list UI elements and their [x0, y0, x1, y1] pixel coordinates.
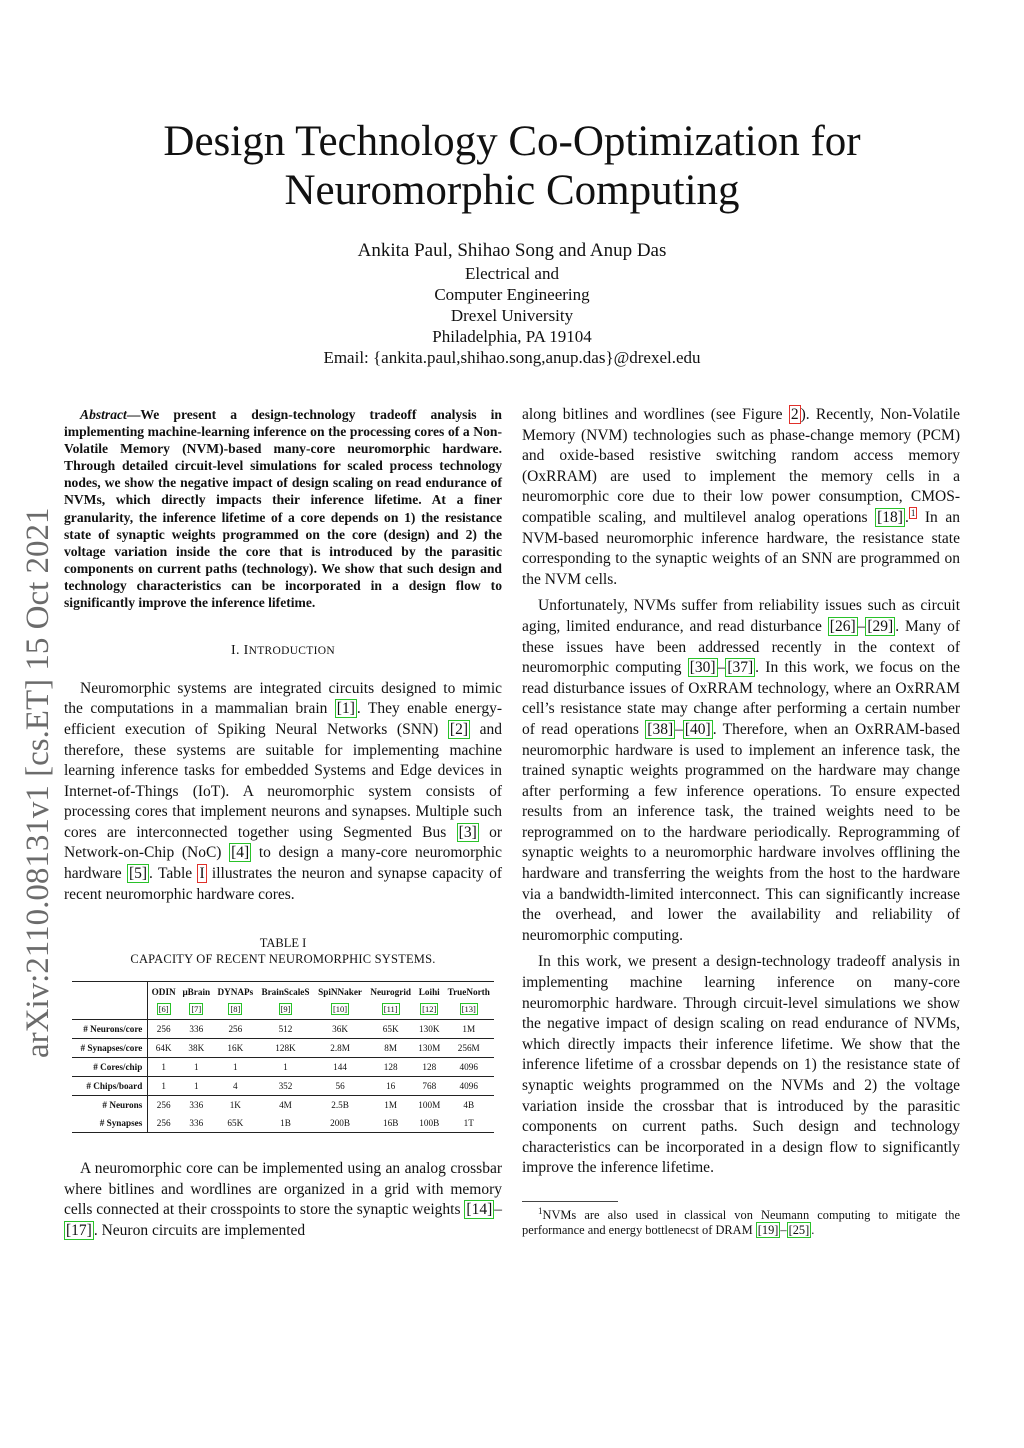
- table-row: [72, 1077, 494, 1096]
- text-run: Neuromorphic systems are integrated circuits designed to mimic the computations in a mammalian brain: [64, 679, 502, 718]
- abstract-lead: Abstract: [80, 407, 127, 422]
- citation-link[interactable]: [18]: [877, 508, 903, 526]
- citation-link[interactable]: [25]: [788, 1223, 810, 1238]
- table-cell: 128: [415, 1058, 443, 1077]
- table-cell: 16: [366, 1077, 415, 1096]
- table-header-row: [72, 982, 494, 1000]
- column-ref: [257, 999, 314, 1020]
- table-cell: 16B: [366, 1114, 415, 1133]
- text-run: . They enable energy-efficient execution of Spiking Neural Networks (SNN): [64, 700, 502, 738]
- table-cell: 1: [179, 1077, 214, 1096]
- table-title-rest: APACITY OF RECENT NEUROMORPHIC SYSTEMS.: [138, 952, 436, 967]
- footnote-marker-link[interactable]: 1: [910, 507, 916, 518]
- citation-link[interactable]: [12]: [422, 1004, 437, 1015]
- table-row: [72, 1020, 494, 1039]
- table-caption: [64, 935, 502, 967]
- table-cell: 256M: [443, 1039, 494, 1058]
- text-run: . Many of these issues have been addressed recently in the context of neuromorphic computing: [522, 617, 960, 677]
- citation-link[interactable]: [4]: [231, 844, 250, 862]
- table-cell: 100B: [415, 1114, 443, 1133]
- intro-paragraph-1: [64, 679, 502, 906]
- figure-reference-link[interactable]: 2: [790, 406, 799, 423]
- row-label: # Chips/board: [72, 1077, 148, 1096]
- row-label: # Synapses: [72, 1114, 148, 1133]
- column-header: SpiNNaker: [318, 987, 363, 998]
- column-ref: [366, 999, 415, 1020]
- table-cell: 336: [179, 1020, 214, 1039]
- table-cell: 2.5B: [331, 1100, 349, 1111]
- text-run: –: [717, 659, 726, 677]
- column-header: Neurogrid: [370, 987, 411, 998]
- footnote: [522, 1205, 960, 1239]
- table-cell: 768: [415, 1077, 443, 1096]
- table-reference-row: [72, 999, 494, 1020]
- affiliation-line: Electrical and: [465, 264, 559, 283]
- text-run: NVMs are also used in classical von Neumann computing to mitigate the performance and energy bottlenecst of DRAM: [522, 1207, 960, 1238]
- table-cell: 1K: [229, 1100, 241, 1111]
- table-cell: 256: [156, 1100, 171, 1111]
- abstract-text: —We present a design-technology tradeoff analysis in implementing machine-learning inference on the processing cores of a Non-Volatile Memory (NVM)-based many-core neuromorphic hardware. Through detailed circuit-level simulations for scaled process technology nodes, we show the negative impact of design scaling on read endurance of NVMs, which directly impacts their inference lifetime. At a finer granularity, the inference lifetime of a core depends on 1) the resistance state of synaptic weights programmed on the core (design) and 2) the voltage variation inside the core that is introduced by the parasitic components on current paths (technology). We show that such design and technology characteristics can be incorporated in a design flow to significantly improve the inference lifetime.: [64, 407, 502, 611]
- column-ref: [148, 999, 179, 1020]
- column-ref: [314, 999, 366, 1020]
- right-paragraph-1: [522, 405, 960, 590]
- section-heading-rest: NTRODUCTION: [248, 645, 335, 658]
- title-line-2: Neuromorphic Computing: [284, 167, 740, 214]
- section-heading-introduction: [64, 641, 502, 662]
- row-label: # Synapses/core: [72, 1039, 148, 1058]
- table-cell: 130M: [415, 1039, 443, 1058]
- text-run: . In this work, we focus on the read disturbance issues of OxRRAM technology, where an OxRRAM cell’s resistance state may change after performing a certain number of read operations: [522, 659, 960, 738]
- text-run: or Network-on-Chip (NoC): [64, 823, 502, 862]
- text-run: –: [675, 720, 683, 738]
- citation-link[interactable]: [11]: [383, 1004, 398, 1015]
- table-row: [72, 1058, 494, 1077]
- table-cell: 352: [257, 1077, 314, 1096]
- left-column: [64, 406, 502, 1242]
- citation-link[interactable]: [6]: [158, 1004, 169, 1015]
- section-number: I.: [231, 643, 240, 659]
- citation-link[interactable]: [17]: [66, 1222, 92, 1240]
- citation-link[interactable]: [26]: [829, 617, 856, 635]
- table-cell: 512: [257, 1020, 314, 1039]
- text-run: along bitlines and wordlines (see Figure: [522, 406, 789, 423]
- text-run: .: [811, 1223, 815, 1238]
- intro-paragraph-2: [64, 1159, 502, 1241]
- column-ref: [179, 999, 214, 1020]
- table-cell: 1T: [443, 1114, 494, 1133]
- table-cell: 4B: [463, 1100, 475, 1111]
- row-label: # Neurons: [72, 1096, 148, 1115]
- citation-link[interactable]: [7]: [191, 1004, 202, 1015]
- citation-link[interactable]: [10]: [332, 1004, 348, 1015]
- citation-link[interactable]: [38]: [647, 720, 674, 738]
- table-cell: 1M: [384, 1100, 398, 1111]
- text-run: Unfortunately, NVMs suffer from reliability issues such as circuit aging, limited endurance, and read disturbance: [522, 597, 960, 635]
- citation-link[interactable]: [13]: [461, 1004, 476, 1015]
- citation-link[interactable]: [37]: [727, 659, 754, 677]
- affiliation-line: Computer Engineering: [434, 285, 590, 304]
- table-title-initial: C: [130, 952, 139, 967]
- table-cell: 4096: [443, 1077, 494, 1096]
- column-header: Loihi: [418, 987, 440, 998]
- right-paragraph-3: In this work, we present a design-technology tradeoff analysis in implementing machine learning inference on many-core neuromorphic hardware. Through circuit-level simulations we show the negative impact of design scaling on read endurance of NVMs, which directly impacts their inference lifetime. We show that the inference lifetime of a crossbar depends on 1) the resistance state of synaptic weights programmed on the NVMs and 2) the voltage variation inside the crossbar that is introduced by the parasitic components on current paths. Such design and technology characteristics can be incorporated in a design flow to significantly improve the inference lifetime.: [522, 953, 960, 1177]
- table-cell: 1: [214, 1058, 257, 1077]
- text-run: to design a many-core neuromorphic hardware: [64, 844, 502, 883]
- citation-link[interactable]: [2]: [449, 720, 468, 738]
- arxiv-identifier: arXiv:2110.08131v1 [cs.ET] 15 Oct 2021: [20, 507, 56, 1058]
- table-cell: 4096: [443, 1058, 494, 1077]
- table-cell: 65K: [366, 1020, 415, 1039]
- table-cell: 256: [214, 1020, 257, 1039]
- table-cell: 2.8M: [314, 1039, 366, 1058]
- column-header: DYNAPs: [217, 987, 254, 998]
- column-ref: [443, 999, 494, 1020]
- table-cell: 1: [148, 1077, 179, 1096]
- text-run: . Therefore, when an OxRRAM-based neuromorphic hardware is used to implement an inference task, the trained synaptic weights programmed on the hardware may change after performing a few inference operations. To ensure expected results from an inference task, the trained weights need to be reprogrammed on to the hardware periodically. Reprogramming of synaptic weights to a neuromorphic hardware involves offlining the hardware and transferring the weights from the host to the hardware via a bandwidth-limited interconnect. This can significantly increase the overhead, and lower the availability and reliability of neuromorphic computing.: [522, 720, 960, 944]
- table-cell: 16K: [214, 1039, 257, 1058]
- text-run: –: [857, 617, 866, 635]
- table-cell: 144: [314, 1058, 366, 1077]
- table-corner: [72, 999, 148, 1020]
- author-block: [0, 239, 1024, 368]
- section-heading-initial: I: [243, 643, 249, 659]
- text-run: . Table: [149, 865, 198, 883]
- author-email: Email: {ankita.paul,shihao.song,anup.das}@drexel.edu: [323, 348, 701, 367]
- table-cell: 100M: [418, 1100, 441, 1111]
- citation-link[interactable]: [1]: [336, 700, 355, 718]
- table-title: [64, 951, 502, 967]
- text-run: illustrates the neuron and synapse capacity of recent neuromorphic hardware cores.: [64, 865, 502, 903]
- citation-link[interactable]: [30]: [689, 659, 716, 677]
- column-header: BrainScaleS: [261, 987, 310, 998]
- row-label: # Cores/chip: [72, 1058, 148, 1077]
- table-row: [72, 1114, 494, 1133]
- citation-link[interactable]: [29]: [867, 617, 894, 635]
- column-header: TrueNorth: [447, 987, 490, 998]
- author-names: Ankita Paul, Shihao Song and Anup Das: [357, 240, 667, 261]
- table-label: TABLE I: [259, 936, 307, 951]
- text-run: A neuromorphic core can be implemented using an analog crossbar where bitlines and wordlines are organized in a grid with memory cells connected at their crosspoints to store the synaptic weights: [64, 1160, 502, 1219]
- table-cell: 130K: [415, 1020, 443, 1039]
- capacity-table: [72, 981, 494, 1133]
- citation-link[interactable]: [14]: [466, 1201, 493, 1219]
- citation-link[interactable]: [5]: [128, 865, 148, 883]
- table-cell: 336: [189, 1100, 204, 1111]
- affiliation-line: Drexel University: [450, 306, 574, 325]
- table-cell: 1B: [257, 1114, 314, 1133]
- table-cell: 128: [366, 1058, 415, 1077]
- table-row: [72, 1096, 494, 1115]
- table-cell: 256: [148, 1020, 179, 1039]
- text-run: –: [780, 1223, 787, 1238]
- table-cell: 256: [148, 1114, 179, 1133]
- table-cell: 1M: [443, 1020, 494, 1039]
- citation-link[interactable]: [19]: [757, 1223, 779, 1238]
- right-column: [522, 405, 960, 1239]
- table-cell: 65K: [214, 1114, 257, 1133]
- table-cell: 36K: [314, 1020, 366, 1039]
- text-run: In an NVM-based neuromorphic inference hardware, the resistance state corresponding to the synaptic weights of an SNN are programmed on the NVM cells.: [522, 508, 960, 588]
- table-cell: 1: [148, 1058, 179, 1077]
- title-line-1: Design Technology Co-Optimization for: [163, 118, 861, 165]
- table-reference-link[interactable]: I: [199, 865, 205, 883]
- table-cell: 4M: [279, 1100, 292, 1111]
- footnote-divider: [522, 1201, 618, 1202]
- text-run: . Neuron circuits are implemented: [93, 1222, 306, 1240]
- citation-link[interactable]: [8]: [230, 1004, 241, 1015]
- table-cell: 4: [214, 1077, 257, 1096]
- table-cell: 1: [179, 1058, 214, 1077]
- row-label: # Neurons/core: [72, 1020, 148, 1039]
- table-cell: 56: [314, 1077, 366, 1096]
- affiliation-line: Philadelphia, PA 19104: [432, 327, 592, 346]
- citation-link[interactable]: [40]: [684, 720, 711, 738]
- citation-link[interactable]: [3]: [458, 823, 477, 841]
- column-header: ODIN: [151, 987, 176, 998]
- text-run: and therefore, these systems are suitable for implementing machine learning inference tasks for embedded Systems and Edge devices in Internet-of-Things (IoT). A neuromorphic system consists of processing cores that implement neurons and synapses. Multiple such cores are interconnected together using Segmented Bus: [64, 720, 502, 841]
- table-cell: 336: [179, 1114, 214, 1133]
- text-run: ). Recently, Non-Volatile Memory (NVM) technologies such as phase-change memory (PCM) and oxide-based resistive switching random access memory (OxRRAM) are used to implement the memory cells in a neuromorphic core due to their low power consumption, CMOS-compatible scaling, and multilevel analog operations: [522, 406, 960, 526]
- text-run: –: [494, 1201, 502, 1219]
- column-ref: [214, 999, 257, 1020]
- table-cell: 64K: [148, 1039, 179, 1058]
- column-ref: [415, 999, 443, 1020]
- table-cell: 200B: [314, 1114, 366, 1133]
- abstract: [64, 406, 502, 611]
- citation-link[interactable]: [9]: [280, 1004, 291, 1015]
- right-paragraph-2: [522, 596, 960, 946]
- table-cell: 8M: [366, 1039, 415, 1058]
- footnote-number: 1: [538, 1205, 543, 1216]
- text-run: .: [904, 508, 909, 526]
- paper-title: [0, 117, 1024, 215]
- table-cell: 1: [257, 1058, 314, 1077]
- table-corner: [72, 982, 148, 1000]
- table-row: [72, 1039, 494, 1058]
- table-cell: 38K: [179, 1039, 214, 1058]
- column-header: μBrain: [182, 987, 211, 998]
- table-cell: 128K: [257, 1039, 314, 1058]
